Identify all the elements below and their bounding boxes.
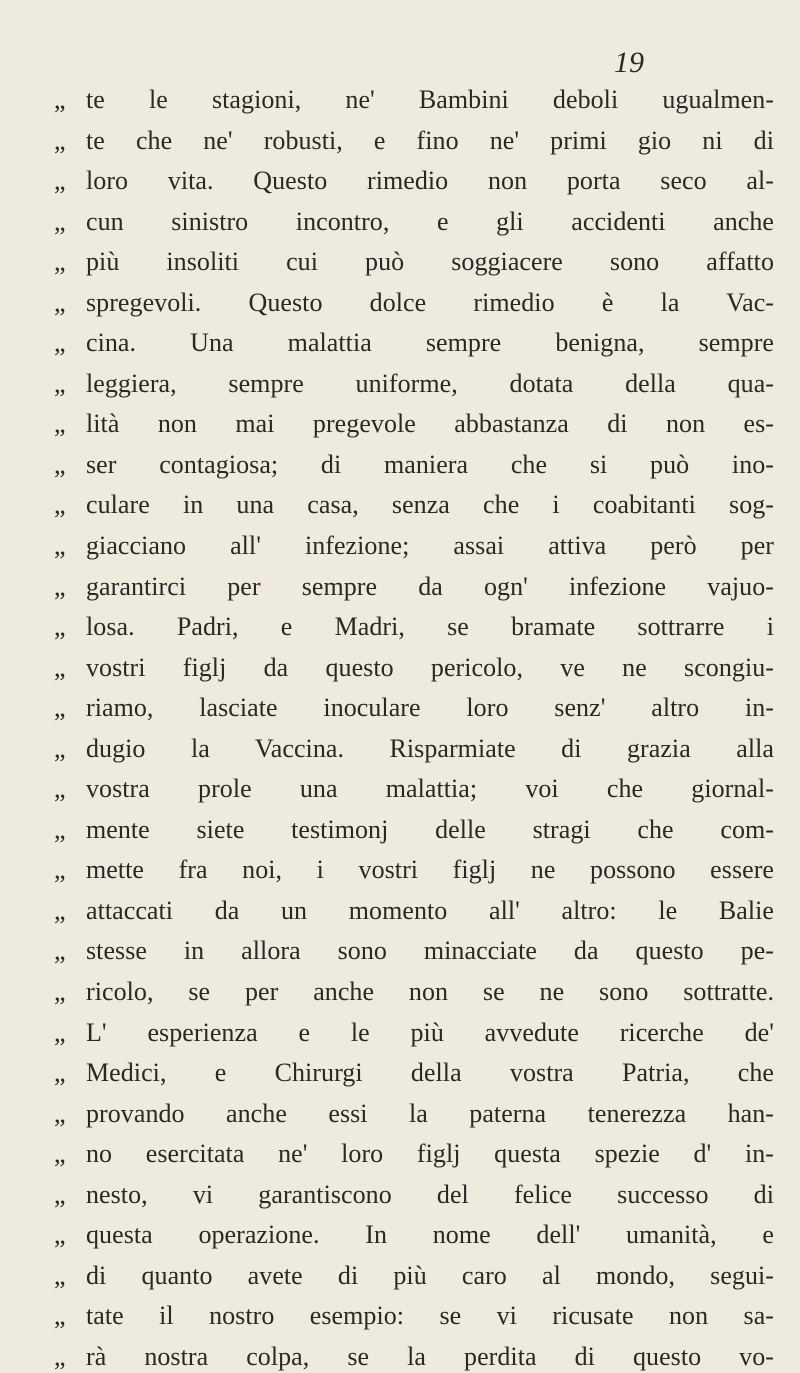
line-text: mente siete testimonj delle stragi che com-: [86, 814, 774, 844]
line-text: culare in una casa, senza che i coabitanti sog-: [86, 490, 774, 520]
text-line: [54, 485, 774, 526]
quotation-mark: „: [54, 1260, 66, 1290]
page-number: 19: [614, 46, 644, 79]
line-text: provando anche essi la paterna tenerezza han-: [86, 1098, 774, 1128]
text-line: [54, 1013, 774, 1054]
line-text: mette fra noi, i vostri figlj ne possono essere: [86, 855, 774, 885]
quotation-mark: „: [54, 166, 66, 196]
text-line: [54, 1094, 774, 1135]
quotation-mark: „: [54, 247, 66, 277]
text-line: [54, 648, 774, 689]
text-line: [54, 931, 774, 972]
line-text: te le stagioni, ne' Bambini deboli ugualmen-: [86, 85, 774, 114]
text-line: [54, 607, 774, 648]
quotation-mark: „: [54, 206, 66, 236]
quotation-mark: „: [54, 1017, 66, 1047]
quotation-mark: „: [54, 490, 66, 520]
line-text: cun sinistro incontro, e gli accidenti anche: [86, 206, 774, 236]
body-text: [54, 80, 774, 1373]
quotation-mark: „: [54, 895, 66, 925]
line-text: L' esperienza e le più avvedute ricerche de': [86, 1017, 774, 1047]
line-text: Medici, e Chirurgi della vostra Patria, che: [86, 1058, 774, 1088]
text-line: [54, 891, 774, 932]
quotation-mark: „: [54, 814, 66, 844]
quotation-mark: „: [54, 1341, 66, 1371]
line-text: giacciano all' infezione; assai attiva però per: [86, 531, 774, 561]
quotation-mark: „: [54, 328, 66, 358]
line-text: stesse in allora sono minacciate da questo pe-: [86, 936, 774, 966]
quotation-mark: „: [54, 287, 66, 317]
quotation-mark: „: [54, 1179, 66, 1209]
quotation-mark: „: [54, 1139, 66, 1169]
text-line: [54, 850, 774, 891]
quotation-mark: „: [54, 652, 66, 682]
quotation-mark: „: [54, 977, 66, 1007]
text-line: [54, 161, 774, 202]
text-line: [54, 567, 774, 608]
text-line: [54, 202, 774, 243]
text-line: [54, 1296, 774, 1337]
text-line: [54, 1175, 774, 1216]
text-line: [54, 688, 774, 729]
quotation-mark: „: [54, 936, 66, 966]
quotation-mark: „: [54, 774, 66, 804]
quotation-mark: „: [54, 571, 66, 601]
text-line: [54, 1256, 774, 1297]
quotation-mark: „: [54, 1301, 66, 1331]
line-text: no esercitata ne' loro figlj questa spezie d' in-: [86, 1139, 774, 1169]
line-text: lità non mai pregevole abbastanza di non es-: [86, 409, 774, 439]
line-text: loro vita. Questo rimedio non porta seco al-: [86, 166, 774, 196]
quotation-mark: „: [54, 855, 66, 885]
text-line: [54, 80, 774, 121]
line-text: leggiera, sempre uniforme, dotata della qua-: [86, 368, 774, 398]
line-text: cina. Una malattia sempre benigna, sempre: [86, 328, 774, 358]
text-line: [54, 1134, 774, 1175]
text-line: [54, 526, 774, 567]
line-text: garantirci per sempre da ogn' infezione vajuo-: [86, 571, 774, 601]
quotation-mark: „: [54, 1220, 66, 1250]
quotation-mark: „: [54, 733, 66, 763]
quotation-mark: „: [54, 85, 66, 114]
quotation-mark: „: [54, 125, 66, 155]
line-text: riamo, lasciate inoculare loro senz' altro in-: [86, 693, 774, 723]
text-line: [54, 121, 774, 162]
text-line: [54, 729, 774, 770]
line-text: spregevoli. Questo dolce rimedio è la Vac-: [86, 287, 774, 317]
quotation-mark: „: [54, 368, 66, 398]
line-text: nesto, vi garantiscono del felice successo di: [86, 1179, 774, 1209]
line-text: tate il nostro esempio: se vi ricusate non sa-: [86, 1301, 774, 1331]
quotation-mark: „: [54, 449, 66, 479]
quotation-mark: „: [54, 612, 66, 642]
text-line: [54, 1215, 774, 1256]
line-text: vostra prole una malattia; voi che giornal-: [86, 774, 774, 804]
line-text: te che ne' robusti, e fino ne' primi gio ni di: [86, 125, 774, 155]
line-text: questa operazione. In nome dell' umanità, e: [86, 1220, 774, 1250]
quotation-mark: „: [54, 1098, 66, 1128]
text-line: [54, 364, 774, 405]
line-text: rà nostra colpa, se la perdita di questo vo-: [86, 1341, 774, 1371]
line-text: vostri figlj da questo pericolo, ve ne scongiu-: [86, 652, 774, 682]
text-line: [54, 1337, 774, 1373]
line-text: ser contagiosa; di maniera che si può ino-: [86, 449, 774, 479]
line-text: losa. Padri, e Madri, se bramate sottrarre i: [86, 612, 774, 642]
text-line: [54, 283, 774, 324]
quotation-mark: „: [54, 531, 66, 561]
line-text: ricolo, se per anche non se ne sono sottratte.: [86, 977, 774, 1007]
quotation-mark: „: [54, 1058, 66, 1088]
text-line: [54, 445, 774, 486]
text-line: [54, 769, 774, 810]
text-line: [54, 972, 774, 1013]
quotation-mark: „: [54, 693, 66, 723]
line-text: più insoliti cui può soggiacere sono affatto: [86, 247, 774, 277]
text-line: [54, 323, 774, 364]
text-line: [54, 242, 774, 283]
line-text: di quanto avete di più caro al mondo, segui-: [86, 1260, 774, 1290]
text-line: [54, 1053, 774, 1094]
quotation-mark: „: [54, 409, 66, 439]
text-line: [54, 810, 774, 851]
line-text: attaccati da un momento all' altro: le Balie: [86, 895, 774, 925]
text-line: [54, 404, 774, 445]
line-text: dugio la Vaccina. Risparmiate di grazia alla: [86, 733, 774, 763]
